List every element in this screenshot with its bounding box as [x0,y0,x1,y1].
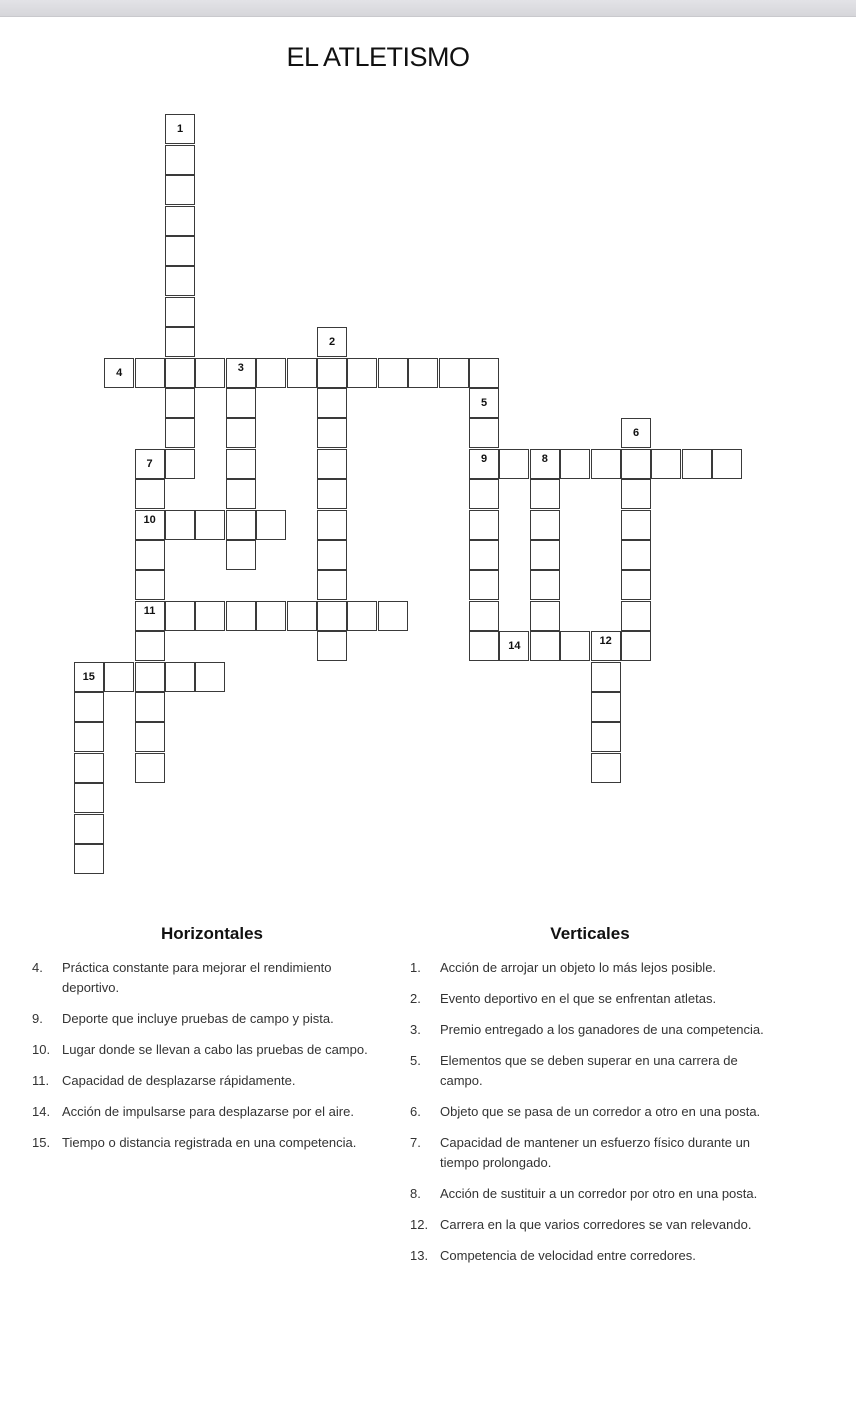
crossword-cell[interactable] [439,358,469,388]
crossword-cell[interactable] [621,601,651,631]
crossword-cell[interactable] [591,692,621,722]
crossword-cell[interactable] [74,844,104,874]
clue-item: 10. Lugar donde se llevan a cabo las pruebas de campo. [32,1042,368,1057]
crossword-cell[interactable] [165,418,195,448]
clue-number: 12 [599,635,612,648]
crossword-cell[interactable] [165,145,195,175]
crossword-cell[interactable] [135,510,165,540]
crossword-cell[interactable] [317,510,347,540]
clue-number: 7 [146,457,153,470]
crossword-cell[interactable] [135,570,165,600]
crossword-cell[interactable] [135,479,165,509]
vertical-heading: Verticales [550,924,630,943]
crossword-cell[interactable] [74,783,104,813]
crossword-cell[interactable] [591,753,621,783]
crossword-cell[interactable] [347,601,377,631]
crossword-cell[interactable] [469,540,499,570]
crossword-cell[interactable] [317,570,347,600]
crossword-cell[interactable] [560,449,590,479]
crossword-cell[interactable] [135,662,165,692]
clue-item: 5. Elementos que se deben superar en una carrera de campo. [410,1053,738,1088]
crossword-cell[interactable] [621,510,651,540]
crossword-cell[interactable] [378,601,408,631]
crossword-cell[interactable] [317,388,347,418]
crossword-cell[interactable] [621,570,651,600]
crossword-cell[interactable] [256,601,286,631]
crossword-cell[interactable] [591,722,621,752]
crossword-cell[interactable] [712,449,742,479]
crossword-cell[interactable] [347,358,377,388]
clue-number: 15 [82,670,95,683]
clue-item: 15. Tiempo o distancia registrada en una competencia. [32,1135,357,1150]
crossword-cell[interactable] [226,601,256,631]
clue-number: 8 [541,452,548,465]
clue-number: 9 [480,452,488,465]
crossword-cell[interactable] [226,449,256,479]
crossword-cell[interactable] [226,358,256,388]
crossword-cell[interactable] [135,692,165,722]
clue-number: 6 [632,427,640,440]
crossword-cell[interactable] [287,601,317,631]
clue-number: 10 [143,513,156,526]
crossword-cell[interactable] [530,631,560,661]
crossword-cell[interactable] [165,662,195,692]
crossword-cell[interactable] [74,814,104,844]
clue-item: 4. Práctica constante para mejorar el rendimiento deportivo. [32,960,332,995]
crossword-cell[interactable] [165,388,195,418]
crossword-cell[interactable] [195,358,225,388]
clue-number: 11 [143,604,156,617]
crossword-cell[interactable] [256,358,286,388]
clue-item: 2. Evento deportivo en el que se enfrentan atletas. [410,991,717,1006]
crossword-cell[interactable] [165,175,195,205]
crossword-cell[interactable] [226,540,256,570]
crossword-cell[interactable] [165,206,195,236]
clue-number-box [74,662,104,692]
crossword-cell[interactable] [135,358,165,388]
clue-number-box [499,631,529,661]
clue-number-box [621,418,651,448]
crossword-cell[interactable] [195,601,225,631]
clue-item: 1. Acción de arrojar un objeto lo más lejos posible. [410,960,717,975]
crossword-cell[interactable] [226,479,256,509]
clue-number: 3 [237,361,244,374]
crossword-cell[interactable] [317,540,347,570]
crossword-cell[interactable] [378,358,408,388]
crossword-cell[interactable] [530,601,560,631]
clue-item: 14. Acción de impulsarse para desplazarse por el aire. [32,1104,354,1119]
clue-number: 14 [508,640,521,653]
crossword-cell[interactable] [226,510,256,540]
clue-number-box [317,327,347,357]
crossword-cell[interactable] [165,236,195,266]
crossword-cell[interactable] [591,449,621,479]
clue-number-box [469,388,499,418]
crossword-cell[interactable] [74,722,104,752]
crossword-cell[interactable] [651,449,681,479]
crossword-cell[interactable] [256,510,286,540]
clue-number: 2 [328,336,336,349]
clue-item: 3. Premio entregado a los ganadores de una competencia. [410,1022,764,1037]
clue-item: 7. Capacidad de mantener un esfuerzo físico durante un tiempo prolongado. [410,1135,751,1170]
crossword-cell[interactable] [317,449,347,479]
crossword-cell[interactable] [135,540,165,570]
clue-number: 1 [176,123,184,136]
crossword-cell[interactable] [682,449,712,479]
crossword-cell[interactable] [135,722,165,752]
crossword-cell[interactable] [135,753,165,783]
crossword-cell[interactable] [469,510,499,540]
crossword-cell[interactable] [469,570,499,600]
crossword-cell[interactable] [469,479,499,509]
crossword-cell[interactable] [165,510,195,540]
crossword-cell[interactable] [591,662,621,692]
vertical-clues [410,924,770,1277]
crossword-cell[interactable] [317,358,347,388]
crossword-cell[interactable] [317,479,347,509]
crossword-cell[interactable] [226,388,256,418]
crossword-cell[interactable] [621,479,651,509]
horizontal-clues [32,924,392,1164]
crossword-cell[interactable] [165,327,195,357]
crossword-cell[interactable] [165,297,195,327]
crossword-cell[interactable] [469,601,499,631]
crossword-cell[interactable] [469,449,499,479]
crossword-cell[interactable] [530,479,560,509]
crossword-cell[interactable] [74,753,104,783]
clue-item: 13. Competencia de velocidad entre corredores. [410,1248,696,1263]
crossword-cell[interactable] [621,631,651,661]
clue-number: 5 [480,397,488,409]
crossword-cell[interactable] [135,631,165,661]
crossword-cell[interactable] [621,540,651,570]
crossword-cell[interactable] [591,631,621,661]
clue-item: 9. Deporte que incluye pruebas de campo y pista. [32,1011,334,1026]
clue-number-box [104,358,134,388]
crossword-cell[interactable] [317,601,347,631]
clue-item: 11. Capacidad de desplazarse rápidamente. [32,1073,296,1088]
clue-item: 6. Objeto que se pasa de un corredor a otro en una posta. [410,1104,761,1119]
crossword-cell[interactable] [195,510,225,540]
crossword-cell[interactable] [560,631,590,661]
crossword-cell[interactable] [165,449,195,479]
crossword-cell[interactable] [530,570,560,600]
horizontal-heading: Horizontales [160,924,264,943]
crossword-cell[interactable] [226,418,256,448]
page-title: EL ATLETISMO [286,42,470,72]
crossword-cell[interactable] [287,358,317,388]
crossword-cell[interactable] [530,449,560,479]
crossword-cell[interactable] [317,631,347,661]
clue-number: 4 [116,366,123,379]
clue-item: 12. Carrera en la que varios corredores se van relevando. [410,1217,752,1232]
crossword-cell[interactable] [530,540,560,570]
crossword-cell[interactable] [499,449,529,479]
crossword-cell[interactable] [165,601,195,631]
crossword-cell[interactable] [530,510,560,540]
crossword-cell[interactable] [408,358,438,388]
crossword-cell[interactable] [165,358,195,388]
crossword-cell[interactable] [621,449,651,479]
crossword-cell[interactable] [195,662,225,692]
crossword-cell[interactable] [317,418,347,448]
crossword-cell[interactable] [135,601,165,631]
crossword-cell[interactable] [165,266,195,296]
crossword-cell[interactable] [469,631,499,661]
crossword-cell[interactable] [104,662,134,692]
clue-number-box [135,449,165,479]
crossword-cell[interactable] [469,358,499,388]
crossword-cell[interactable] [74,692,104,722]
crossword-cell[interactable] [469,418,499,448]
clue-number-box [165,114,195,144]
clue-item: 8. Acción de sustituir a un corredor por otro en una posta. [410,1186,758,1201]
